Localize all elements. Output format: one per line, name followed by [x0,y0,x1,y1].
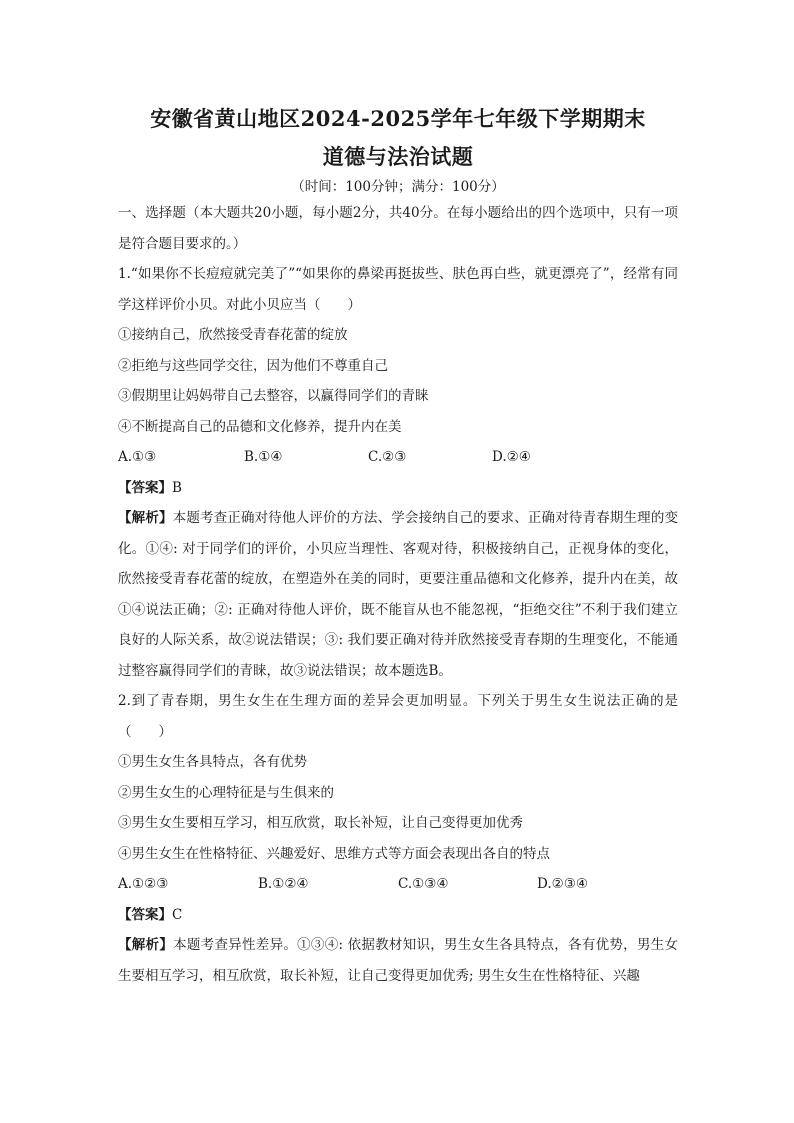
answer-value: C [172,906,183,923]
option-a: A.①②③ [118,876,169,892]
question-1-stem: 1.“如果你不长痘痘就完美了”“如果你的鼻梁再挺拔些、肤色再白些，就更漂亮了”，经常有同学这样评价小贝。对此小贝应当（ ） [118,266,678,313]
option-a: A.①③ [118,449,157,465]
option-d: D.②③④ [537,876,588,892]
question-1-item: ③假期里让妈妈带自己去整容，以赢得同学们的青睐 [118,388,429,404]
question-2-item: ②男生女生的心理特征是与生俱来的 [118,784,334,801]
document-content [118,104,678,991]
analysis-label: 【解析】 [118,510,173,526]
question-2-stem: 2.到了青春期，男生女生在生理方面的差异会更加明显。下列关于男生女生说法正确的是（ ） [118,693,678,740]
question-1-item: ④不断提高自己的品德和文化修养，提升内在美 [118,418,402,435]
question-2-options [118,869,678,900]
section-heading: 一、选择题（本大题共20小题，每小题2分，共40分。在每小题给出的四个选项中，只有一项是符合题目要求的。） [118,205,678,252]
question-1-item: ②拒绝与这些同学交往，因为他们不尊重自己 [118,357,388,374]
option-d: D.②④ [492,449,531,465]
analysis-text: 本题考查异性差异。①③④: 依据教材知识，男生女生各具特点，各有优势，男生女生要相互学习，相互欣赏，取长补短，让自己变得更加优秀; 男生女生在性格特征、兴趣 [118,937,679,984]
title-line-2: 道德与法治试题 [322,144,474,169]
option-b: B.①②④ [258,876,309,892]
question-2-item: ①男生女生各具特点，各有优势 [118,754,307,770]
analysis-text: 本题考查正确对待他人评价的方法、学会接纳自己的要求、正确对待青春期生理的变化。①④: 对于同学们的评价，小贝应当理性、客观对待，积极接纳自己，正视身体的变化，欣然接受青春花蕾的绽放，在塑造外在美的同时，更要注重品德和文化修养，提升内在美，故①④说法正确；②: 正确对待他人评价，既不能盲从也不能忽视，“拒绝交往”不利于我们建立良好的人际关系，故②说法错误；③: 我们要正确对待并欣然接受青春期的生理变化，不能通过整容赢得同学们的青睐，故③说法错误；故本题选B。 [118,510,679,679]
question-2-item: ③男生女生要相互学习，相互欣赏，取长补短，让自己变得更加优秀 [118,815,523,831]
question-2-item: ④男生女生在性格特征、兴趣爱好、思维方式等方面会表现出各自的特点 [118,845,550,862]
analysis-label: 【解析】 [118,937,174,953]
question-1-item: ①接纳自己，欣然接受青春花蕾的绽放 [118,327,348,343]
question-1-options [118,442,678,473]
answer-label: 【答案】 [118,479,172,496]
question-2-analysis [118,930,678,991]
title-line-1: 安徽省黄山地区2024-2025学年七年级下学期期末 [150,106,646,131]
question-1-analysis [118,503,678,686]
answer-label: 【答案】 [118,906,172,923]
question-1-answer [118,473,678,504]
question-2-answer [118,900,678,931]
option-b: B.①④ [244,449,283,465]
answer-value: B [172,479,182,496]
exam-info: （时间：100分钟；满分：100分） [291,179,505,195]
option-c: C.①③④ [398,876,449,892]
option-c: C.②③ [368,449,407,465]
